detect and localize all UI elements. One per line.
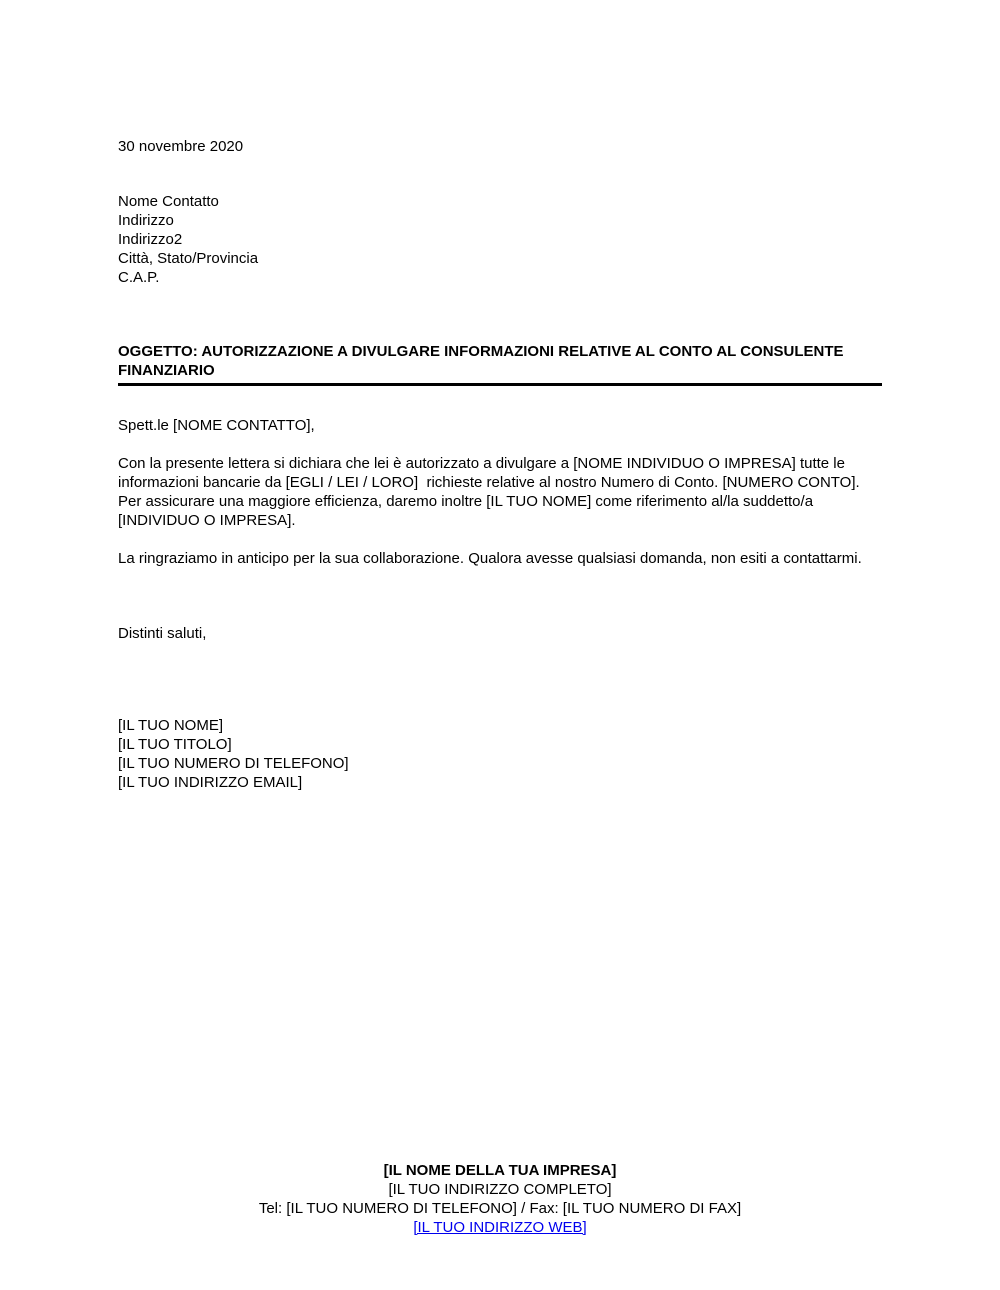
subject-underline [118,383,882,386]
letter-date: 30 novembre 2020 [118,138,244,155]
body-paragraph-2: La ringraziamo in anticipo per la sua collaborazione. Qualora avesse qualsiasi domanda, non esiti a contattarmi. [118,550,862,567]
letter-footer [0,1161,1000,1237]
salutation: Spett.le [NOME CONTATTO], [118,417,315,434]
recipient-city-state: Città, Stato/Provincia [118,250,259,267]
signature-title: [IL TUO TITOLO] [118,736,232,753]
recipient-address-line2: Indirizzo2 [118,231,183,248]
signature-phone: [IL TUO NUMERO DI TELEFONO] [118,755,349,772]
signature-email: [IL TUO INDIRIZZO EMAIL] [118,774,303,791]
footer-company-address: [IL TUO INDIRIZZO COMPLETO] [388,1181,612,1198]
recipient-address [118,192,882,287]
signature-name: [IL TUO NOME] [118,717,224,734]
recipient-postal-code: C.A.P. [118,269,160,286]
footer-website-link[interactable]: [IL TUO INDIRIZZO WEB] [413,1219,587,1236]
footer-company-name: [IL NOME DELLA TUA IMPRESA] [383,1162,617,1179]
subject-section [118,342,882,386]
recipient-address-line1: Indirizzo [118,212,174,229]
closing: Distinti saluti, [118,625,207,642]
subject-line: OGGETTO: AUTORIZZAZIONE A DIVULGARE INFORMAZIONI RELATIVE AL CONTO AL CONSULENTE FINANZIARIO [118,343,844,379]
footer-website-line [0,1218,1000,1237]
footer-phone-fax: Tel: [IL TUO NUMERO DI TELEFONO] / Fax: [IL TUO NUMERO DI FAX] [258,1200,742,1217]
recipient-name: Nome Contatto [118,193,219,210]
signature-section [118,716,882,792]
body-paragraph-1: Con la presente lettera si dichiara che lei è autorizzato a divulgare a [NOME INDIVIDUO O IMPRESA] tutte le informazioni bancarie da [EGLI / LEI / LORO] richieste relative al nostro Numero di Conto. [NUMERO CONTO]. Per assicurare una maggiore efficienza, daremo inoltre [IL TUO NOME] come riferimento al/la suddetto/a [INDIVIDUO O IMPRESA]. [118,455,864,529]
